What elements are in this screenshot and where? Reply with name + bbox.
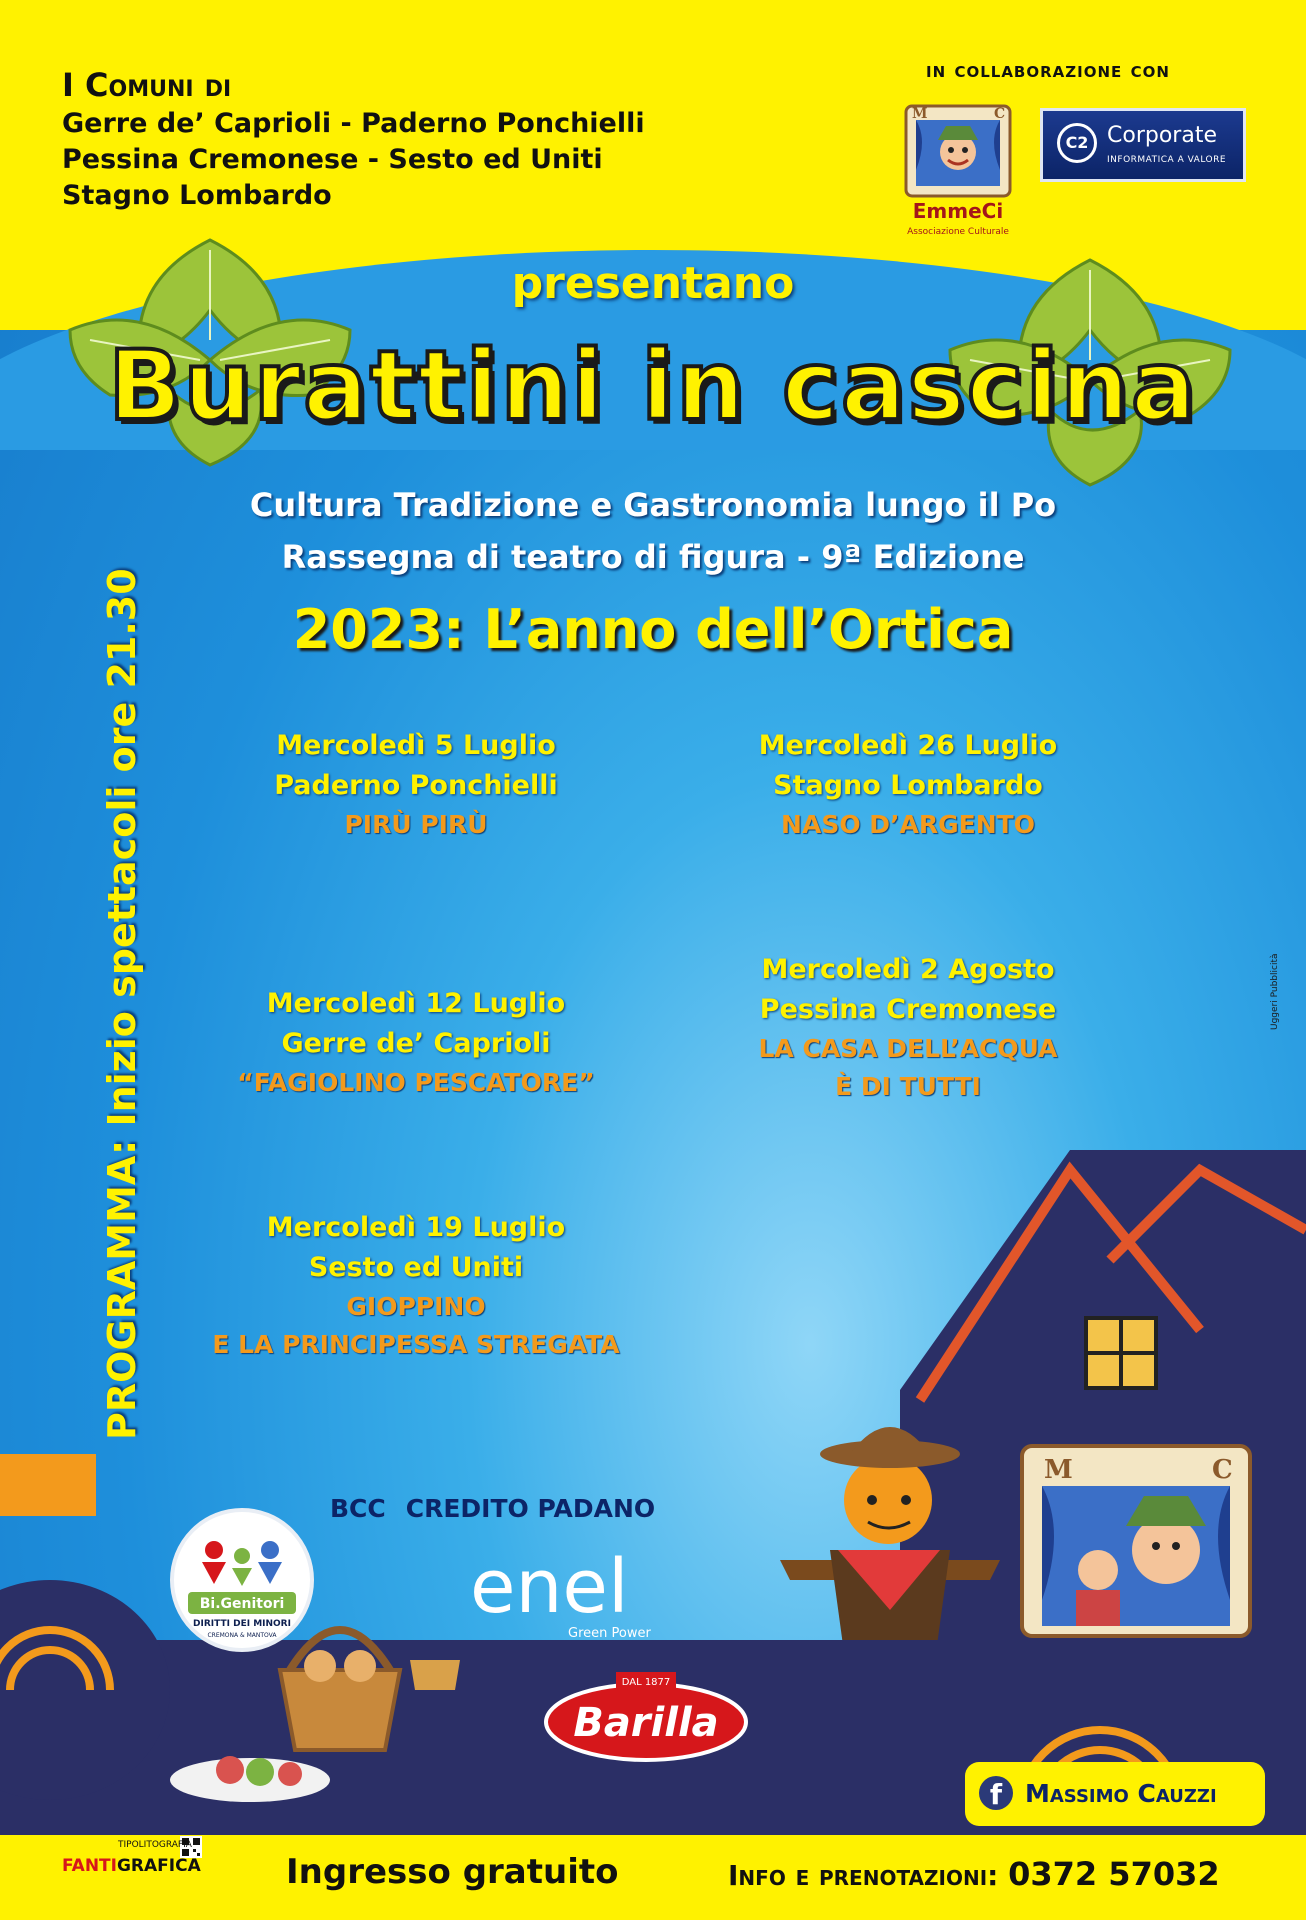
barilla-year: DAL 1877 xyxy=(621,1677,671,1688)
tipografia-small: TIPOLITOGRAFIA xyxy=(118,1840,192,1850)
event-item xyxy=(136,984,696,1102)
event-item xyxy=(628,950,1188,1106)
event-place: Stagno Lombardo xyxy=(773,770,1043,801)
event-date: Mercoledì 19 Luglio xyxy=(266,1212,566,1243)
bcc-credito-padano-logo xyxy=(330,1494,655,1523)
event-show: “FAGIOLINO PESCATORE” xyxy=(237,1068,595,1097)
subtitle-edition: Rassegna di teatro di figura - 9ª Edizione xyxy=(281,538,1025,576)
orange-marker xyxy=(0,1454,96,1516)
corporate-icon: C2 xyxy=(1057,123,1097,163)
event-show: GIOPPINO xyxy=(346,1292,486,1321)
event-place: Pessina Cremonese xyxy=(759,994,1057,1025)
program-start-time: PROGRAMMA: Inizio spettacoli ore 21.30 xyxy=(100,568,144,1440)
event-place: Gerre de’ Caprioli xyxy=(281,1028,551,1059)
puppet-theatre-illustration xyxy=(1016,1440,1256,1650)
emmeci-sub: Associazione Culturale xyxy=(907,227,1009,237)
event-show: E LA PRINCIPESSA STREGATA xyxy=(212,1330,620,1359)
event-item xyxy=(136,1208,696,1364)
corporate-name: Corporate xyxy=(1107,123,1217,148)
enel-sub-label: Green Power xyxy=(568,1626,651,1641)
comuni-label: I Comuni di xyxy=(62,66,232,104)
barilla-wordmark: Barilla xyxy=(573,1700,719,1746)
credits: Uggeri Pubblicità xyxy=(1270,953,1280,1030)
corporate-sub: INFORMATICA A VALORE xyxy=(1107,155,1227,165)
svg-text:M: M xyxy=(1044,1455,1073,1485)
tipografia-brand xyxy=(62,1856,201,1876)
event-date: Mercoledì 2 Agosto xyxy=(761,954,1055,985)
svg-text:C: C xyxy=(994,106,1006,122)
event-title: Burattini in cascina xyxy=(108,330,1198,442)
comuni-line: Gerre de’ Caprioli - Paderno Ponchielli xyxy=(62,108,645,139)
svg-text:C: C xyxy=(1212,1455,1233,1485)
event-date: Mercoledì 12 Luglio xyxy=(266,988,566,1019)
bcc-label: BCC xyxy=(330,1494,386,1523)
enel-logo xyxy=(470,1542,690,1632)
comuni-line: Pessina Cremonese - Sesto ed Uniti xyxy=(62,144,603,175)
event-place: Paderno Ponchielli xyxy=(274,770,558,801)
event-item xyxy=(136,726,696,844)
event-date: Mercoledì 5 Luglio xyxy=(276,730,556,761)
enel-wordmark: enel xyxy=(470,1544,629,1630)
event-show: È DI TUTTI xyxy=(835,1072,981,1101)
event-item xyxy=(628,726,1188,844)
event-show: NASO D’ARGENTO xyxy=(781,810,1035,839)
event-place: Sesto ed Uniti xyxy=(308,1252,524,1283)
facebook-name: Massimo Cauzzi xyxy=(1025,1779,1217,1808)
facebook-contact[interactable] xyxy=(965,1762,1265,1826)
comuni-line: Stagno Lombardo xyxy=(62,180,332,211)
event-date: Mercoledì 26 Luglio xyxy=(758,730,1058,761)
subtitle-culture: Cultura Tradizione e Gastronomia lungo il Po xyxy=(249,486,1057,524)
bigenitori-logo xyxy=(170,1508,314,1652)
bigenitori-sub2: CREMONA & MANTOVA xyxy=(207,1632,277,1639)
comuni-block xyxy=(62,64,645,214)
barilla-logo xyxy=(540,1666,752,1762)
event-show: PIRÙ PIRÙ xyxy=(344,810,488,839)
phone-number[interactable]: 0372 57032 xyxy=(1008,1855,1220,1893)
event-show: LA CASA DELL’ACQUA xyxy=(758,1034,1058,1063)
emmeci-logo xyxy=(898,100,1018,240)
free-entry-label: Ingresso gratuito xyxy=(286,1852,619,1892)
bigenitori-name: Bi.Genitori xyxy=(199,1596,285,1612)
credito-padano-label: CREDITO PADANO xyxy=(405,1494,656,1523)
bigenitori-sub: DIRITTI DEI MINORI xyxy=(193,1619,291,1629)
presentano-label: presentano xyxy=(511,258,795,309)
facebook-icon: f xyxy=(979,1776,1013,1810)
year-theme: 2023: L’anno dell’Ortica xyxy=(292,598,1014,661)
info-label: Info e prenotazioni: xyxy=(728,1859,999,1892)
hay-bale-left xyxy=(0,1560,180,1820)
info-contact xyxy=(728,1855,1220,1893)
corporate-logo xyxy=(1040,108,1246,182)
emmeci-name: EmmeCi xyxy=(912,199,1004,223)
tipografia-brand-red: FANTI xyxy=(62,1856,117,1876)
collab-label: in collaborazione con xyxy=(926,58,1170,82)
tipografia-brand-black: GRAFICA xyxy=(116,1856,201,1876)
svg-text:M: M xyxy=(912,106,928,122)
